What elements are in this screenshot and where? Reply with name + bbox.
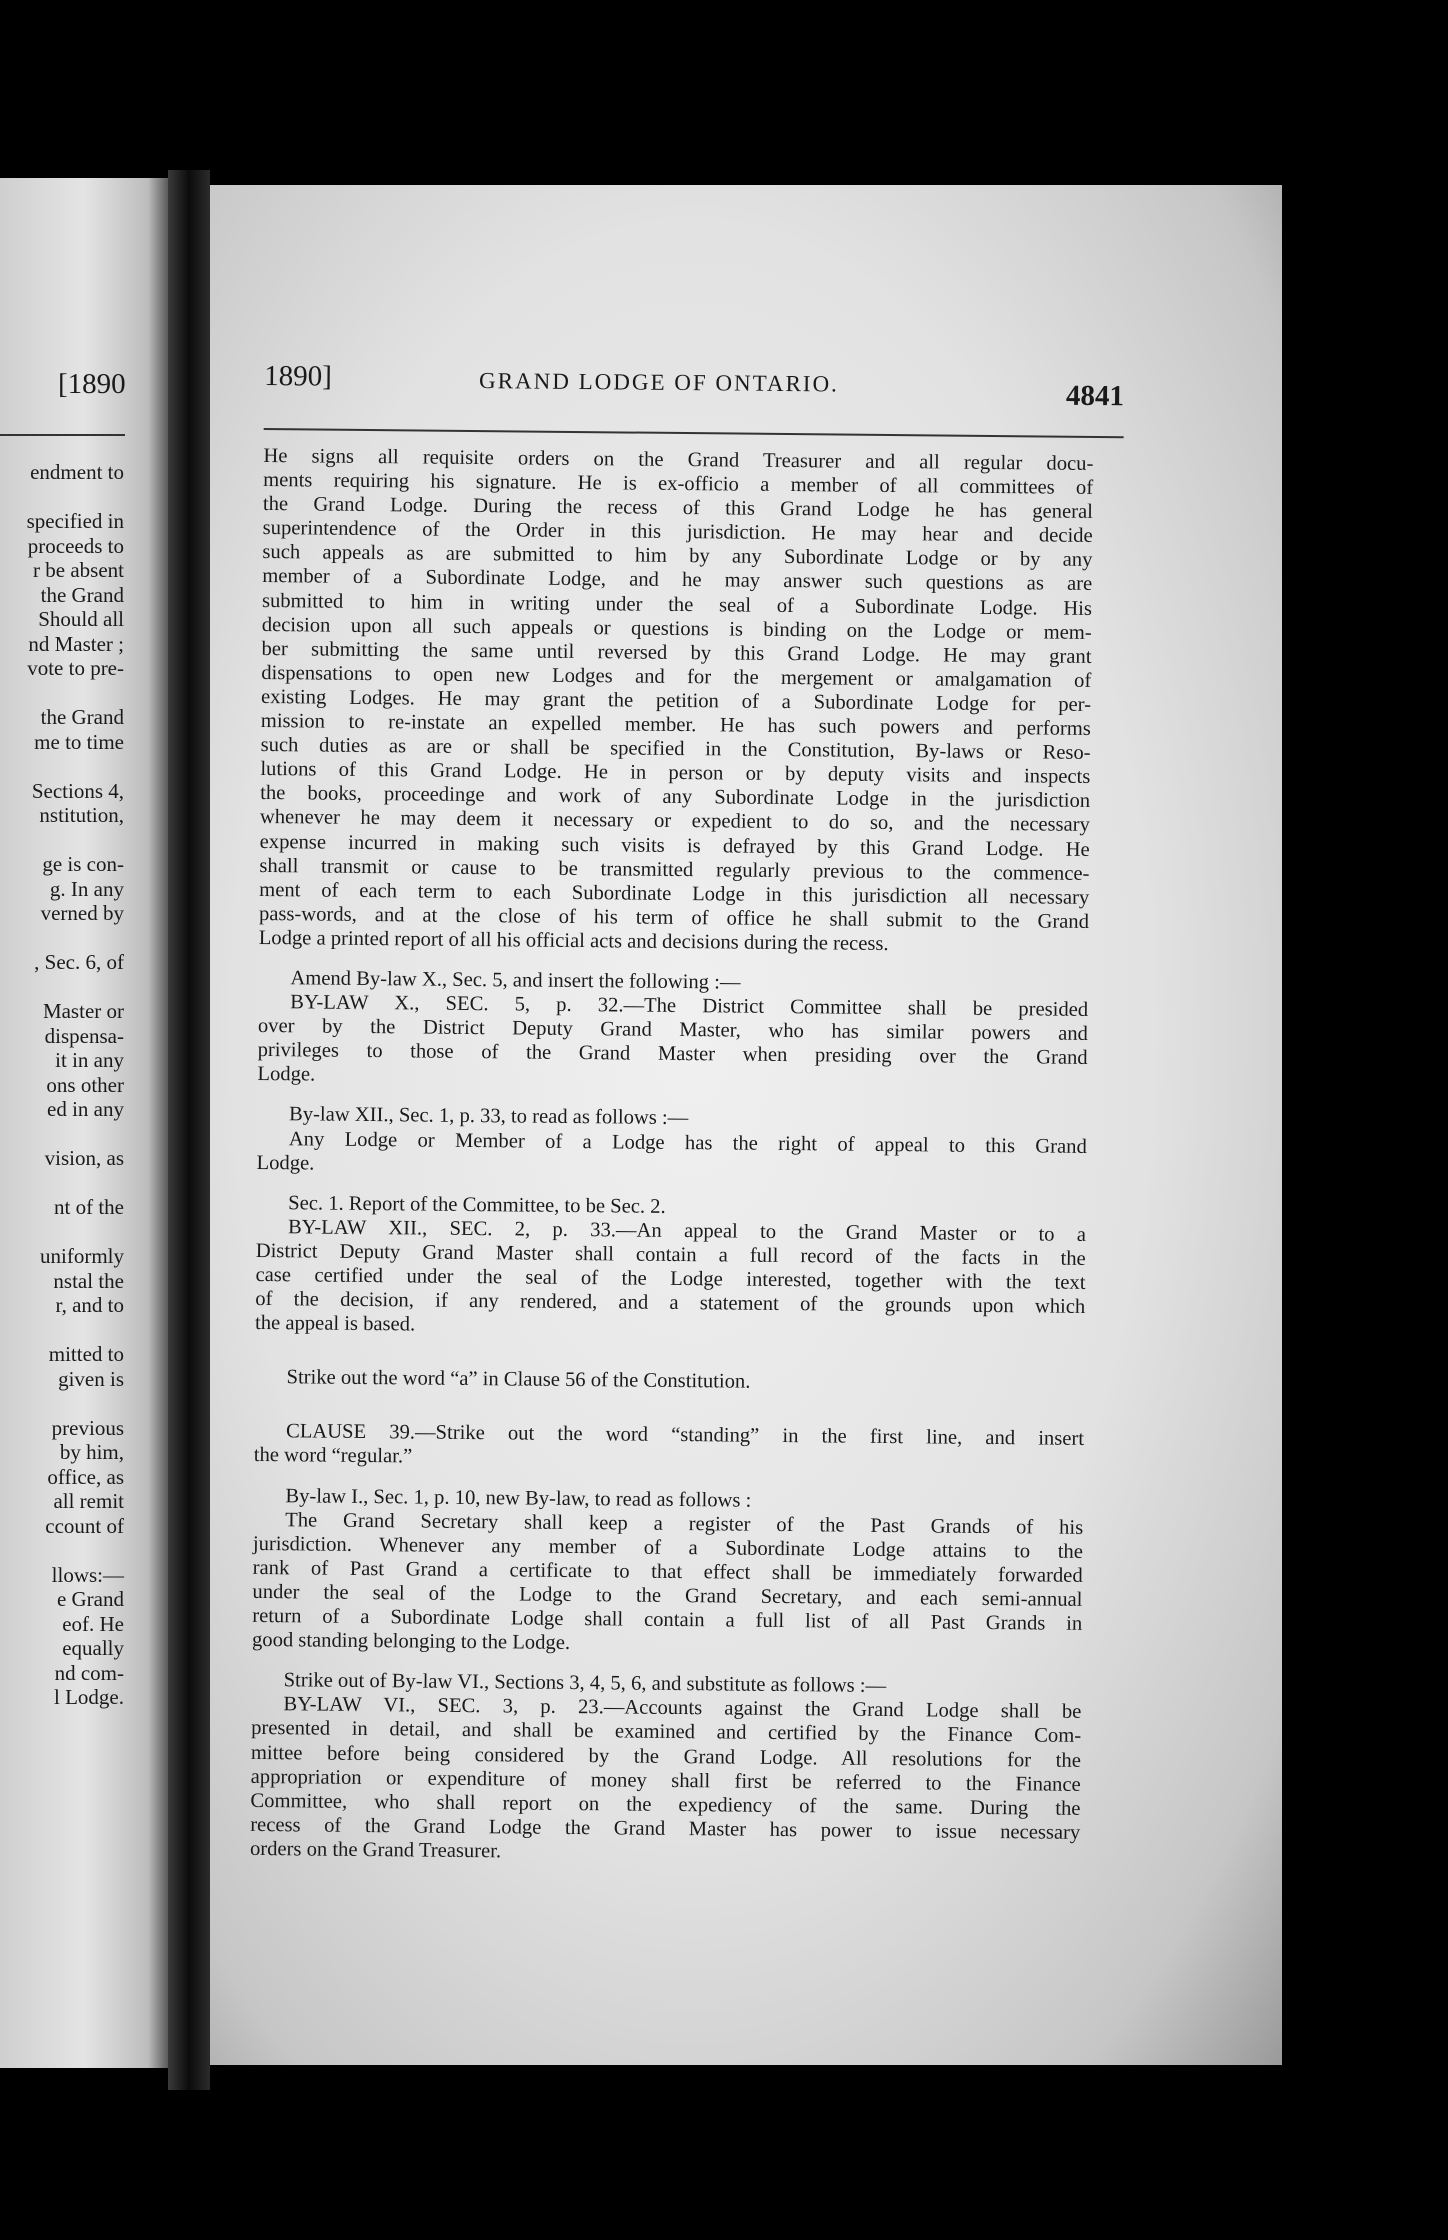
left-page-line <box>0 1391 124 1416</box>
text-line: privileges to those of the Grand Master when presiding over the Grand <box>257 1039 1088 1070</box>
left-page-line <box>0 975 124 1000</box>
text-line: the word “regular.” <box>253 1444 413 1468</box>
text-line: shall transmit or cause to be transmitted regularly previous to the commence- <box>259 854 1090 885</box>
book-gutter <box>168 170 210 2090</box>
text-line: ments requiring his signature. He is ex-officio a member of all committees of <box>263 469 1094 500</box>
left-page-line: r, and to <box>55 1293 124 1317</box>
left-page-line <box>0 681 124 706</box>
body-text <box>250 444 1094 1869</box>
text-line: under the seal of the Lodge to the Grand Secretary, and each semi-annual <box>252 1580 1083 1611</box>
text-line: BY-LAW XII., SEC. 2, p. 33.—An appeal to the Grand Master or to a <box>287 1216 1087 1246</box>
text-line: ber submitting the same until reversed by this Grand Lodge. He may grant <box>261 637 1092 668</box>
text-line: Lodge. <box>257 1063 316 1086</box>
text-line: such appeals as are submitted to him by any Subordinate Lodge or by any <box>262 541 1093 572</box>
text-line: mittee before being considered by the Grand Lodge. All resolutions for the <box>250 1741 1082 1772</box>
left-page-line: nstal the <box>53 1268 124 1293</box>
paragraph <box>256 1102 1087 1182</box>
text-line: Committee, who shall report on the expediency of the same. During the <box>250 1789 1081 1820</box>
left-page-line: vote to pre- <box>27 656 124 680</box>
paragraph <box>252 1484 1084 1661</box>
text-line: good standing belonging to the Lodge. <box>251 1629 571 1655</box>
left-page-line: g. In any <box>49 876 124 901</box>
text-line: existing Lodges. He may grant the petition of a Subordinate Lodge for per- <box>260 685 1092 716</box>
left-page-line: given is <box>58 1366 124 1391</box>
paragraph <box>259 444 1094 958</box>
left-page-line: equally <box>62 1636 124 1660</box>
text-line: District Deputy Grand Master shall contain a full record of the facts in the <box>255 1239 1086 1270</box>
left-page-line <box>0 754 124 779</box>
text-line: of the decision, if any rendered, and a statement of the grounds upon which <box>255 1288 1086 1319</box>
left-page-line <box>0 1538 124 1563</box>
left-page-line <box>0 1318 124 1343</box>
text-line: CLAUSE 39.—Strike out the word “standing” in the first line, and insert <box>285 1420 1085 1451</box>
text-line: recess of the Grand Lodge the Grand Master has power to issue necessary <box>250 1813 1081 1844</box>
left-page-line <box>0 485 124 510</box>
main-page <box>210 185 1282 2065</box>
text-line: dispensations to open new Lodges and for the mergement or amalgamation of <box>261 661 1092 692</box>
text-line: He signs all requisite orders on the Grand Treasurer and all regular docu- <box>263 444 1094 475</box>
text-line: Amend By-law X., Sec. 5, and insert the following :— <box>290 967 741 994</box>
text-line: the Grand Lodge. During the recess of this Grand Lodge he has general <box>262 493 1094 524</box>
left-page-line: verned by <box>40 901 124 925</box>
header-rule <box>264 428 1124 438</box>
page-number: 4841 <box>1065 379 1125 413</box>
text-line: jurisdiction. Whenever any member of a Subordinate Lodge attains to the <box>252 1532 1084 1563</box>
text-line: such duties as are or shall be specified in the Constitution, By-laws or Reso- <box>260 734 1091 765</box>
left-page-line: llows:— <box>51 1562 124 1587</box>
left-page-line: previous <box>51 1415 124 1440</box>
running-header <box>264 359 1125 428</box>
text-line: BY-LAW X., SEC. 5, p. 32.—The District Committee shall be presided <box>290 991 1089 1021</box>
left-page-line: nstitution, <box>39 803 124 827</box>
left-page-line <box>0 828 124 853</box>
left-page-line: Sections 4, <box>31 778 124 803</box>
left-page-line: by him, <box>59 1440 124 1464</box>
text-line: Lodge a printed report of all his official acts and decisions during the recess. <box>258 926 889 955</box>
left-page-line <box>0 1220 124 1245</box>
text-line: BY-LAW VI., SEC. 3, p. 23.—Accounts against the Grand Lodge shall be <box>283 1693 1082 1724</box>
left-page-line <box>0 926 124 951</box>
left-page-line: nt of the <box>54 1195 124 1219</box>
left-page-line: office, as <box>47 1464 124 1489</box>
left-page-line: specified in <box>26 509 124 533</box>
text-line: presented in detail, and shall be examined and certified by the Finance Com- <box>251 1717 1082 1748</box>
text-line: rank of Past Grand a certificate to that effect shall be immediately forwarded <box>252 1556 1083 1587</box>
left-page-line: endment to <box>30 460 124 484</box>
text-line: Any Lodge or Member of a Lodge has the right of appeal to this Grand <box>288 1127 1087 1158</box>
text-line: lutions of this Grand Lodge. He in person or by deputy visits and inspects <box>260 758 1091 789</box>
left-page-line: nd Master ; <box>28 631 124 656</box>
text-line: appropriation or expenditure of money shall first be referred to the Finance <box>250 1765 1081 1796</box>
text-line: The Grand Secretary shall keep a register of the Past Grands of his <box>285 1508 1084 1539</box>
left-page-line: it in any <box>55 1048 124 1072</box>
left-page-line: nd com- <box>54 1660 124 1685</box>
text-line: case certified under the seal of the Lodge interested, together with the text <box>255 1263 1086 1294</box>
left-page-line: eof. He <box>62 1611 124 1636</box>
left-page-line: proceeds to <box>27 533 124 558</box>
paragraph <box>257 966 1088 1094</box>
header-title: GRAND LODGE OF ONTARIO. <box>479 368 840 397</box>
text-line: superintendence of the Order in this jurisdiction. He may hear and decide <box>262 517 1093 548</box>
text-line: pass-words, and at the close of his term of office he shall submit to the Grand <box>258 902 1090 933</box>
text-line: mission to re-instate an expelled member. He has such powers and performs <box>260 710 1091 740</box>
text-line: whenever he may deem it necessary or expedient to do so, and the necessary <box>259 806 1090 837</box>
text-line: Sec. 1. Report of the Committee, to be Sec. 2. <box>288 1191 666 1218</box>
left-page-line: ge is con- <box>42 852 124 876</box>
header-year: 1890] <box>264 359 332 393</box>
paragraph <box>250 1668 1082 1869</box>
left-page-line: ed in any <box>47 1097 124 1121</box>
left-page-line: l Lodge. <box>54 1685 124 1709</box>
left-page-line: r be absent <box>33 558 124 582</box>
text-line: member of a Subordinate Lodge, and he may answer such questions as are <box>262 565 1093 596</box>
left-page-text <box>0 460 124 1710</box>
left-page-line: uniformly <box>40 1244 124 1268</box>
text-line: over by the District Deputy Grand Master, who has similar powers and <box>257 1015 1088 1046</box>
left-page-line <box>0 1122 124 1147</box>
left-page-line: ccount of <box>45 1513 124 1538</box>
left-page-header: [1890 <box>58 368 126 400</box>
left-page-line: dispensa- <box>44 1023 124 1048</box>
text-line: orders on the Grand Treasurer. <box>249 1837 502 1863</box>
left-facing-page <box>0 178 168 2068</box>
left-page-line: Master or <box>42 999 124 1023</box>
paragraph <box>255 1191 1086 1344</box>
text-line: ment of each term to each Subordinate Lodge in this jurisdiction all necessary <box>259 878 1090 909</box>
left-page-line: ons other <box>46 1072 124 1097</box>
left-page-line: all remit <box>53 1489 124 1513</box>
left-header-rule <box>0 434 125 436</box>
text-line: Strike out of By-law VI., Sections 3, 4, 5, 6, and substitute as follows :— <box>283 1669 887 1698</box>
text-line: the books, proceedinge and work of any Subordinate Lodge in the jurisdiction <box>260 782 1091 813</box>
left-page-line: the Grand <box>40 582 124 607</box>
left-page-line: e Grand <box>56 1587 124 1611</box>
left-page-line: vision, as <box>44 1146 124 1170</box>
left-page-line: me to time <box>34 729 124 754</box>
left-page-line: Should all <box>38 607 124 631</box>
left-page-line: mitted to <box>48 1342 124 1366</box>
text-line: submitted to him in writing under the seal of a Subordinate Lodge. His <box>261 589 1093 620</box>
text-line: expense incurred in making such visits is defrayed by this Grand Lodge. He <box>259 830 1090 861</box>
text-line: By-law XII., Sec. 1, p. 33, to read as follows :— <box>288 1103 689 1130</box>
text-line: Strike out the word “a” in Clause 56 of the Constitution. <box>286 1366 751 1393</box>
text-line: Lodge. <box>256 1151 315 1175</box>
text-line: the appeal is based. <box>254 1312 416 1336</box>
text-line: By-law I., Sec. 1, p. 10, new By-law, to read as follows : <box>285 1484 752 1512</box>
text-line: return of a Subordinate Lodge shall contain a full list of all Past Grands in <box>252 1604 1083 1635</box>
paragraph <box>254 1419 1084 1475</box>
left-page-line: , Sec. 6, of <box>34 950 124 974</box>
left-page-line <box>0 1171 124 1196</box>
text-line: decision upon all such appeals or questions is binding on the Lodge or mem- <box>261 613 1092 644</box>
left-page-line: the Grand <box>40 705 124 729</box>
